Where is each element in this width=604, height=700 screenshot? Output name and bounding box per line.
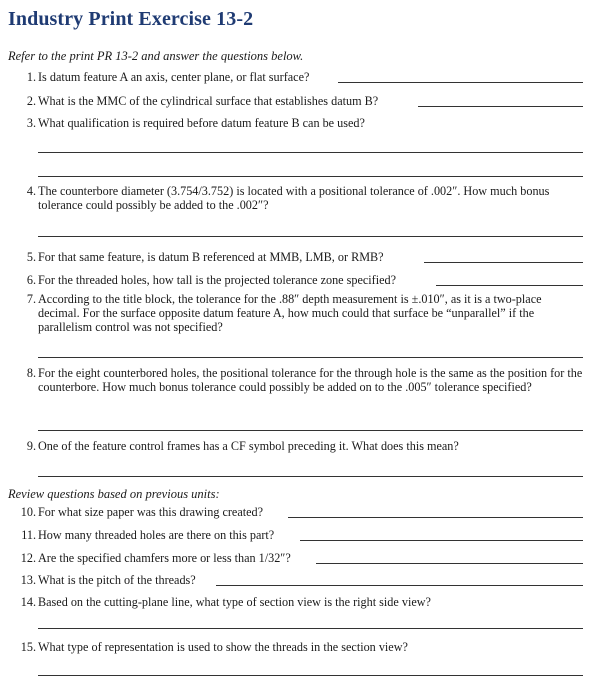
question-number: 12. bbox=[20, 551, 36, 565]
question-number: 4. bbox=[26, 184, 36, 198]
question-text: For what size paper was this drawing created? bbox=[38, 505, 264, 519]
question-text: What is the MMC of the cylindrical surface that establishes datum B? bbox=[38, 94, 379, 108]
question-number: 7. bbox=[26, 292, 36, 306]
question-text: Is datum feature A an axis, center plane, or flat surface? bbox=[38, 70, 310, 84]
question-number: 10. bbox=[20, 505, 36, 519]
answer-line[interactable] bbox=[436, 285, 583, 286]
answer-line[interactable] bbox=[38, 476, 583, 477]
answer-line[interactable] bbox=[38, 236, 583, 237]
question-text: How many threaded holes are there on this part? bbox=[38, 528, 275, 542]
question-text: For the eight counterbored holes, the positional tolerance for the through hole is the same as the position for the counterbore. How much bonus tolerance could possibly be added on to the .005″ tolerance specified? bbox=[38, 366, 583, 394]
question-number: 2. bbox=[26, 94, 36, 108]
question-number: 6. bbox=[26, 273, 36, 287]
answer-line[interactable] bbox=[38, 357, 583, 358]
question-text: For that same feature, is datum B referenced at MMB, LMB, or RMB? bbox=[38, 250, 384, 264]
question-text: For the threaded holes, how tall is the projected tolerance zone specified? bbox=[38, 273, 397, 287]
answer-line[interactable] bbox=[38, 430, 583, 431]
answer-line[interactable] bbox=[38, 152, 583, 153]
answer-line[interactable] bbox=[338, 82, 583, 83]
answer-line[interactable] bbox=[38, 675, 583, 676]
instructions: Refer to the print PR 13-2 and answer the questions below. bbox=[8, 49, 304, 63]
answer-line[interactable] bbox=[300, 540, 583, 541]
question-number: 11. bbox=[21, 528, 36, 542]
question-number: 8. bbox=[26, 366, 36, 380]
question-number: 5. bbox=[26, 250, 36, 264]
question-number: 1. bbox=[26, 70, 36, 84]
question-text: What qualification is required before datum feature B can be used? bbox=[38, 116, 365, 130]
question-text: What is the pitch of the threads? bbox=[38, 573, 196, 587]
question-text: One of the feature control frames has a CF symbol preceding it. What does this mean? bbox=[38, 439, 459, 453]
page-title: Industry Print Exercise 13-2 bbox=[8, 8, 254, 30]
question-number: 9. bbox=[26, 439, 36, 453]
question-text: According to the title block, the tolerance for the .88″ depth measurement is ±.010″, as it is a two-place decimal. For the surface opposite datum feature A, how much could that surface be “unparallel” if the parallelism control was not specified? bbox=[38, 292, 542, 334]
answer-line[interactable] bbox=[288, 517, 583, 518]
question-text: Based on the cutting-plane line, what type of section view is the right side view? bbox=[38, 595, 431, 609]
answer-line[interactable] bbox=[418, 106, 583, 107]
answer-line[interactable] bbox=[216, 585, 583, 586]
review-heading: Review questions based on previous units: bbox=[8, 487, 220, 501]
question-number: 14. bbox=[20, 595, 36, 609]
question-number: 3. bbox=[26, 116, 36, 130]
question-text: Are the specified chamfers more or less than 1/32″? bbox=[38, 551, 291, 565]
answer-line[interactable] bbox=[316, 563, 583, 564]
question-text: What type of representation is used to show the threads in the section view? bbox=[38, 640, 408, 654]
question-number: 15. bbox=[20, 640, 36, 654]
question-number: 13. bbox=[20, 573, 36, 587]
answer-line[interactable] bbox=[424, 262, 583, 263]
question-text: The counterbore diameter (3.754/3.752) is located with a positional tolerance of .002″. How much bonus tolerance could possibly be added to the .002″? bbox=[38, 184, 550, 212]
answer-line[interactable] bbox=[38, 176, 583, 177]
answer-line[interactable] bbox=[38, 628, 583, 629]
